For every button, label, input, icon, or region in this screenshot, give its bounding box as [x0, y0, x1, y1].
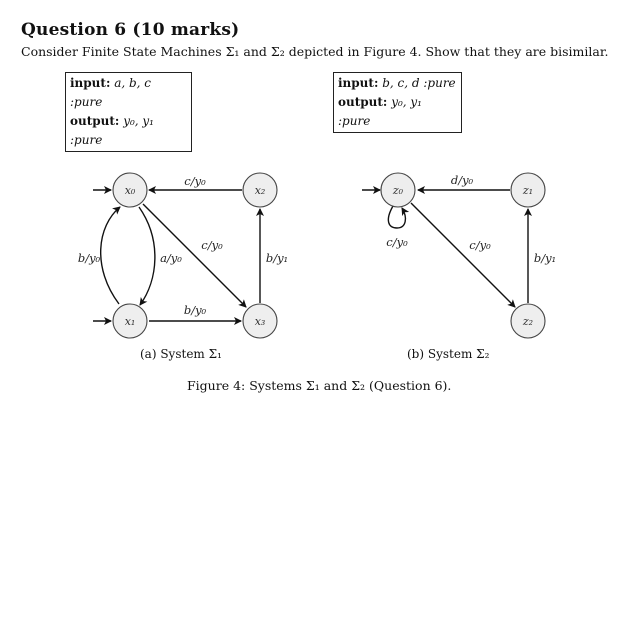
edge-x1-x3-label: b/y₀ [183, 303, 207, 317]
edge-z1-z0-label: d/y₀ [450, 173, 474, 187]
edge-z0-self-label: c/y₀ [386, 235, 408, 249]
system2-output-keyword: output: [338, 95, 388, 109]
state-z0-label: z₀ [392, 184, 404, 197]
system1-output-keyword: output: [70, 114, 120, 128]
state-x1-label: x₁ [124, 315, 136, 328]
system2-input-keyword: input: [338, 76, 379, 90]
state-x0-label: x₀ [124, 184, 136, 197]
system2-diagram [362, 173, 556, 338]
state-z2-label: z₂ [522, 315, 534, 328]
question-text: Consider Finite State Machines Σ₁ and Σ₂ depicted in Figure 4. Show that they are bisimilar. [21, 44, 609, 59]
system1-caption: (a) System Σ₁ [140, 347, 222, 361]
edge-x0-x1-label: a/y₀ [160, 251, 182, 265]
system1-diagram [78, 173, 288, 338]
state-x2-label: x₂ [254, 184, 266, 197]
system2-output-value: y₀, y₁ :pure [338, 95, 422, 128]
state-x3-label: x₃ [254, 315, 266, 328]
edge-z0-z2 [411, 203, 515, 307]
edge-x0-x3 [143, 204, 246, 307]
edge-x3-x2-label: b/y₁ [265, 251, 289, 265]
edge-x0-x3-label: c/y₀ [201, 238, 223, 252]
system1-input-keyword: input: [70, 76, 111, 90]
edge-x0-x1 [139, 207, 155, 305]
system1-output-value: y₀, y₁ :pure [70, 114, 154, 147]
state-z1-label: z₁ [522, 184, 534, 197]
system2-input-value: b, c, d :pure [382, 76, 456, 90]
question-title: Question 6 (10 marks) [21, 20, 240, 40]
edge-x2-x0-label: c/y₀ [184, 174, 206, 188]
edge-z2-z1-label: b/y₁ [533, 251, 557, 265]
system1-input-value: a, b, c :pure [70, 76, 152, 109]
system2-caption: (b) System Σ₂ [407, 347, 490, 361]
edge-x1-x0-label: b/y₀ [77, 251, 101, 265]
edge-z0-self [388, 206, 405, 228]
figure-caption: Figure 4: Systems Σ₁ and Σ₂ (Question 6). [187, 378, 452, 393]
edge-x1-x0 [101, 207, 120, 304]
edge-z0-z2-label: c/y₀ [469, 238, 491, 252]
